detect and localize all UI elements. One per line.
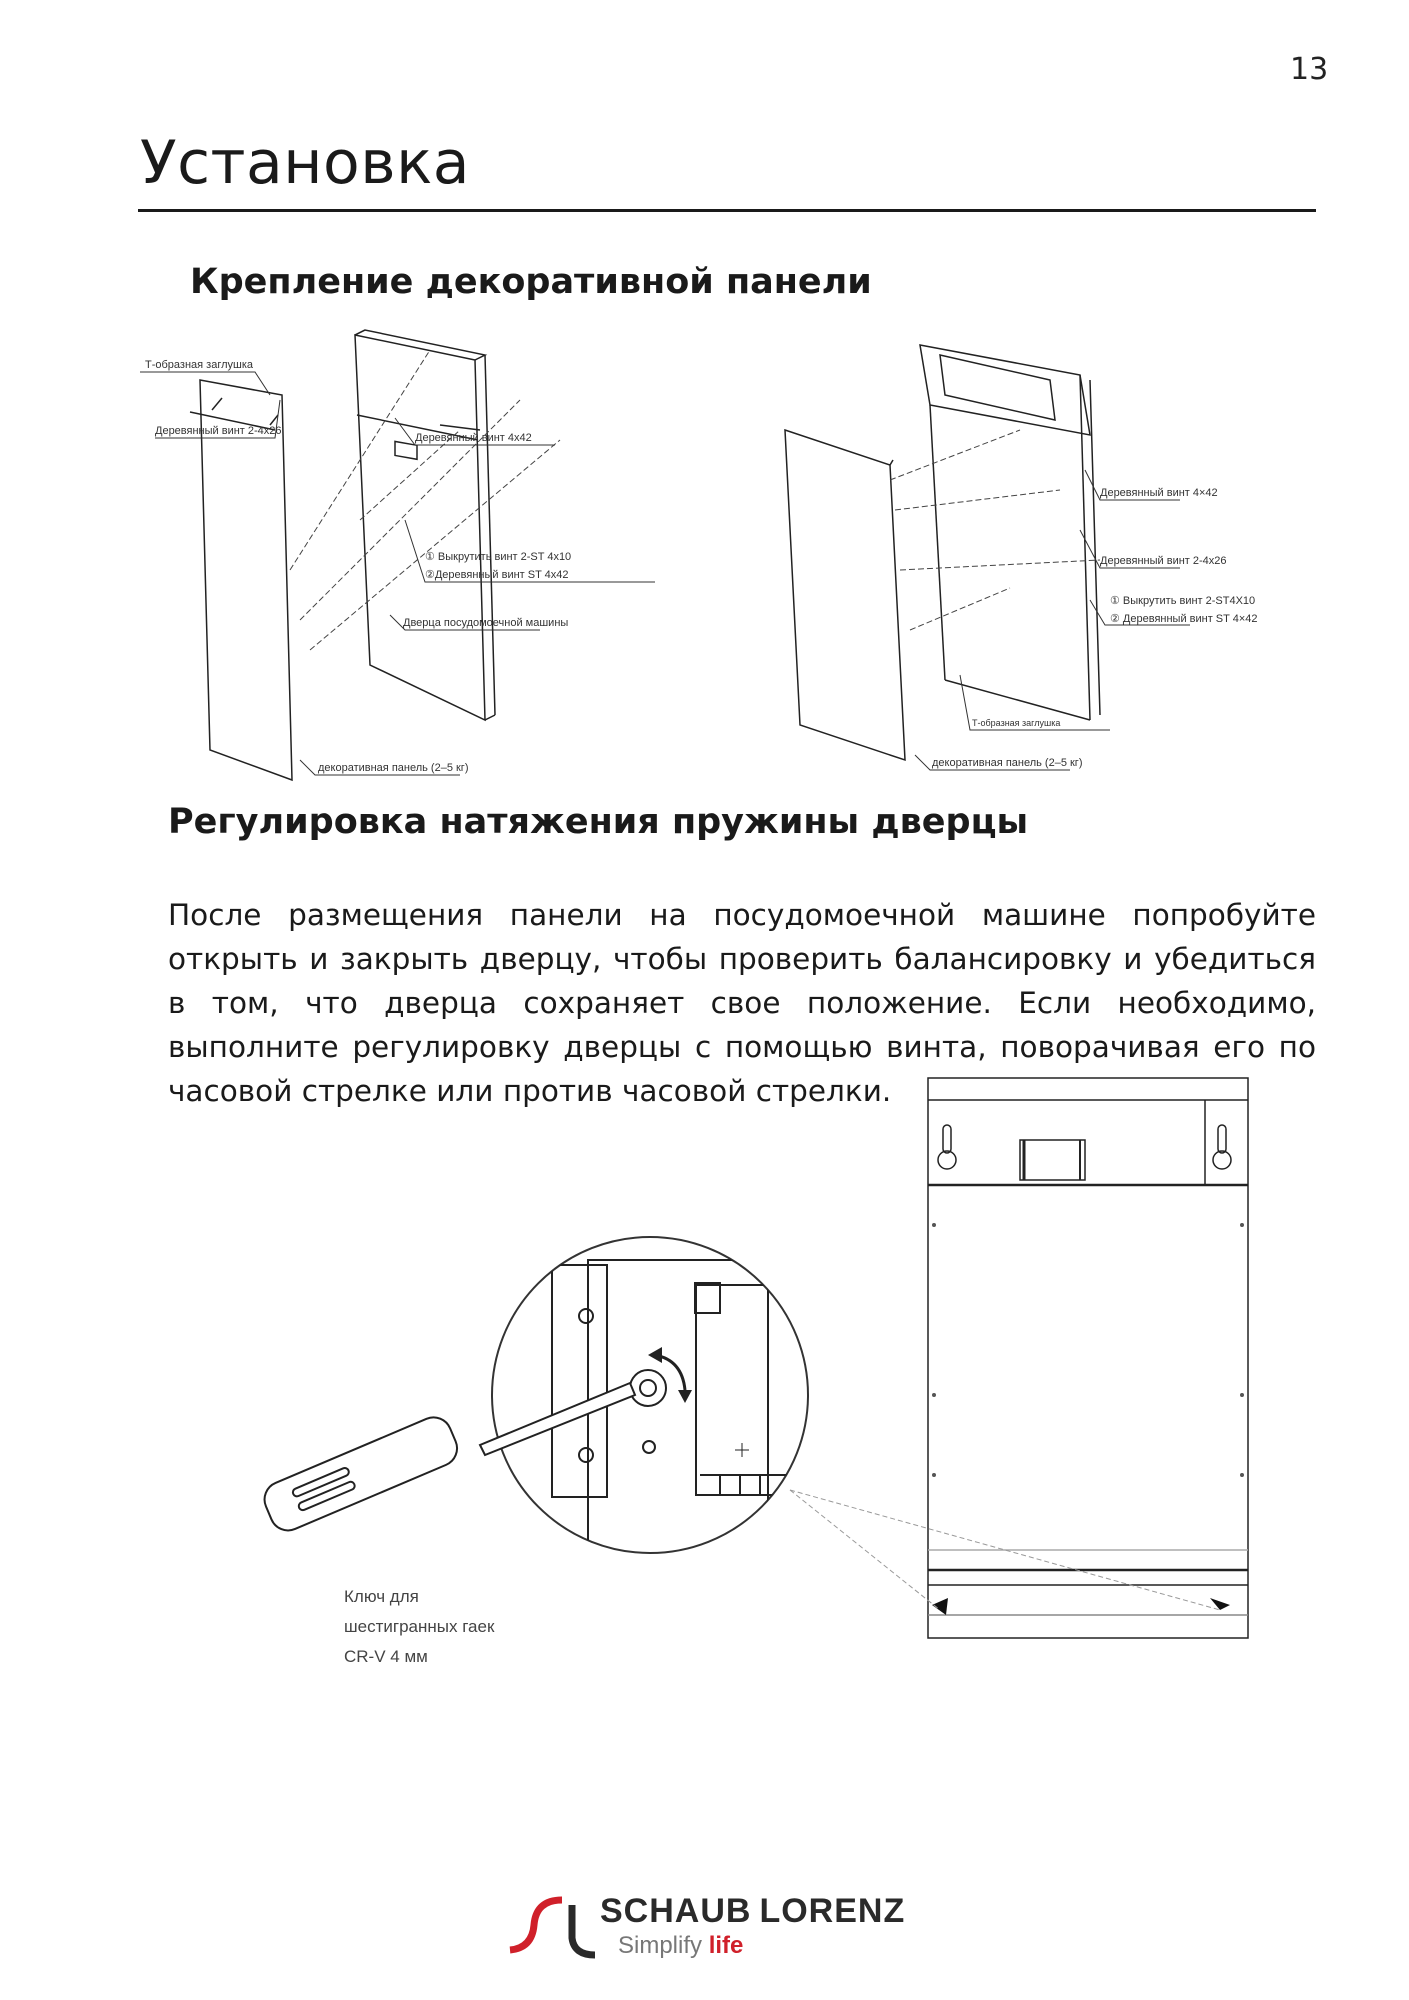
label-t-plug: Т-образная заглушка [145,359,254,371]
label-step1-remove-screw: ① Выкрутить винт 2-ST4X10 [1110,595,1256,607]
label-decorative-panel: декоративная панель (2–5 кг) [318,762,469,774]
dishwasher-front-drawing [920,1070,1260,1650]
decorative-panel-drawing [190,380,292,780]
label-step2-wood-screw: ② Деревянный винт ST 4×42 [1110,613,1258,625]
section-heading-spring-adjustment: Регулировка натяжения пружины дверцы [168,802,1029,842]
dishwasher-door-drawing [355,330,495,720]
tagline-accent: life [708,1932,744,1959]
label-wood-screw-4x42: Деревянный винт 4x42 [415,432,532,444]
brand-name-lorenz: LORENZ [759,1892,906,1930]
tagline-text: Simplify [618,1932,709,1959]
spring-adjustment-detail [330,1255,830,1575]
label-decorative-panel: декоративная панель (2–5 кг) [932,757,1083,769]
dishwasher-door-drawing [920,345,1100,720]
brand-logo [500,1880,920,1960]
page-title: Установка [140,128,471,198]
label-step2-wood-screw: ②Деревянный винт ST 4x42 [425,569,569,581]
hex-key-label-line1: Ключ для [344,1587,419,1606]
label-t-plug: Т-образная заглушка [972,718,1061,728]
hex-key-label-line3: CR-V 4 мм [344,1647,428,1666]
hex-key-label-line2: шестигранных гаек [344,1617,495,1636]
label-dishwasher-door: Дверца посудомоечной машины [403,617,569,629]
panel-mounting-diagram-right [760,320,1320,780]
label-wood-screw-4x42: Деревянный винт 4×42 [1100,487,1218,499]
screw-holes [932,1223,1244,1477]
decorative-panel-drawing [785,430,905,760]
panel-mounting-diagram-left [145,320,720,780]
logo-mark-icon [500,1880,600,1960]
brand-name [600,1892,905,1931]
label-wood-screw-2-4x26: Деревянный винт 2-4x26 [155,425,282,437]
page-number: 13 [1290,52,1329,87]
instruction-text: После размещения панели на посудомоечной машине попробуйте открыть и закрыть дверцу, чтобы проверить балансировку и убедиться в том, что дверца сохраняет свое положение. Если необходимо, выполните регулировку дверцы с помощью винта, поворачивая его по часовой стрелке или против часовой стрелки. [168,898,1316,1108]
assembly-guide-lines [290,350,560,650]
title-divider [138,209,1316,212]
brand-tagline [618,1932,743,1960]
brand-name-schaub: SCHAUB [600,1892,752,1930]
label-wood-screw-2-4x26: Деревянный винт 2-4x26 [1100,555,1227,567]
label-step1-remove-screw: ① Выкрутить винт 2-ST 4x10 [425,551,572,563]
hex-key-label [344,1582,494,1672]
assembly-guide-lines [890,430,1100,630]
section-heading-panel-mounting: Крепление декоративной панели [190,262,872,302]
